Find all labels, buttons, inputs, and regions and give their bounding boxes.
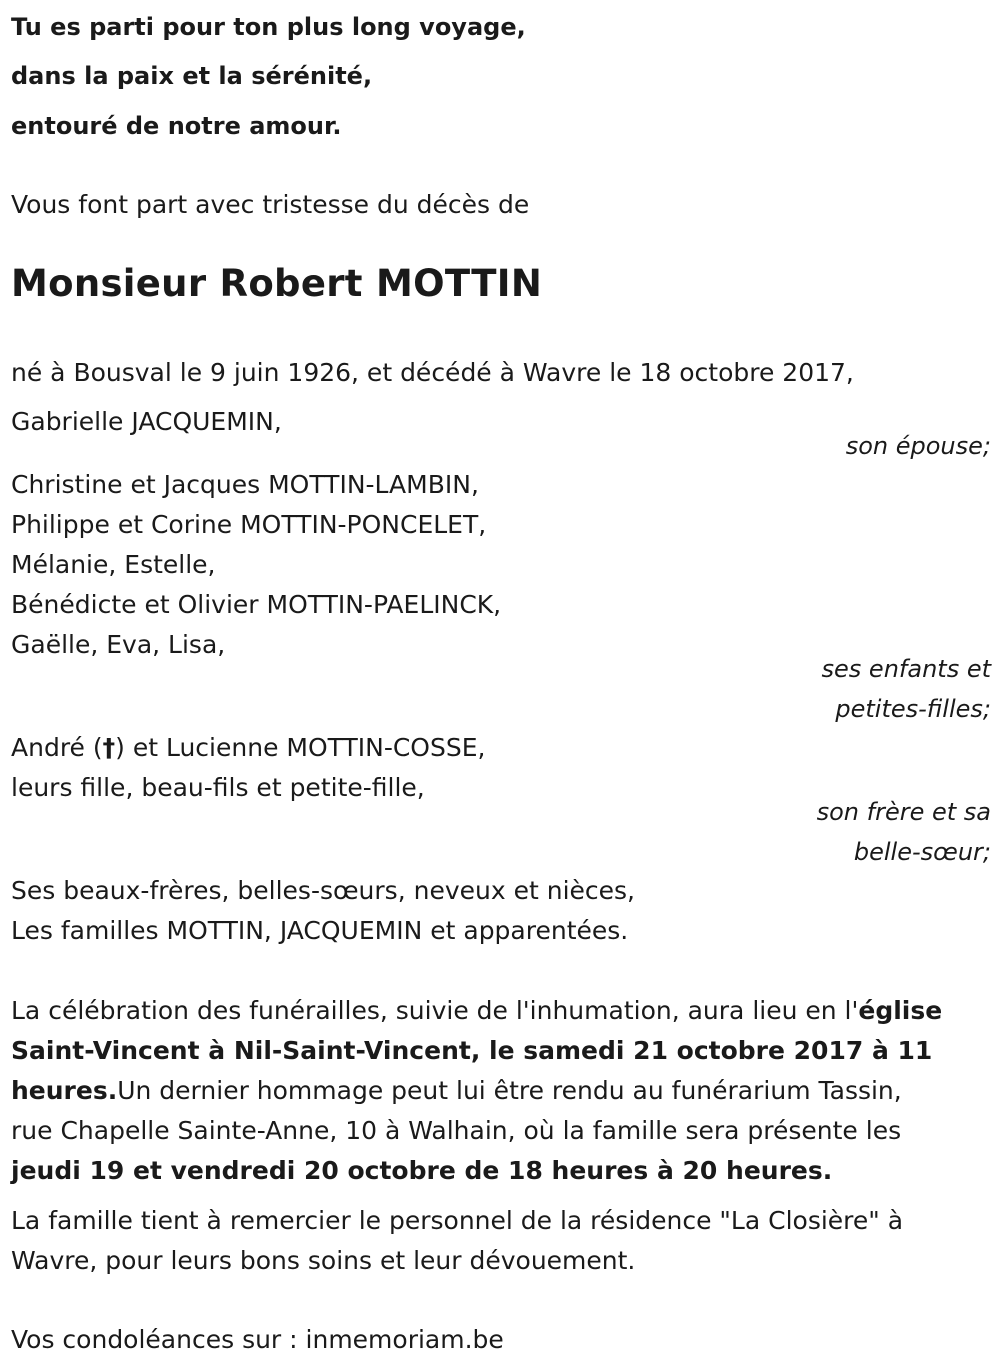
sibling-line-2: leurs fille, beau-fils et petite-fille,	[11, 773, 425, 802]
children-line-5: Gaëlle, Eva, Lisa,	[11, 630, 226, 659]
spouse-name: Gabrielle JACQUEMIN,	[11, 407, 282, 436]
ceremony-line-5	[11, 1156, 832, 1186]
spouse-relation: son épouse;	[845, 432, 991, 460]
ceremony-line-3-text: Un dernier hommage peut lui être rendu au funérarium Tassin,	[117, 1076, 902, 1105]
sibling-line-1	[11, 733, 485, 763]
family-line-2: Les familles MOTTIN, JACQUEMIN et apparentées.	[11, 916, 629, 945]
poem-line-3: entouré de notre amour.	[11, 112, 342, 140]
family-line-1: Ses beaux-frères, belles-sœurs, neveux et nièces,	[11, 876, 635, 905]
poem-line-2: dans la paix et la sérénité,	[11, 62, 373, 90]
children-line-4: Bénédicte et Olivier MOTTIN-PAELINCK,	[11, 590, 502, 619]
deceased-name: Monsieur Robert MOTTIN	[11, 262, 543, 305]
children-line-3: Mélanie, Estelle,	[11, 550, 216, 579]
birth-death-line: né à Bousval le 9 juin 1926, et décédé à Wavre le 18 octobre 2017,	[11, 358, 854, 387]
ceremony-line-2-bold: Saint-Vincent à Nil-Saint-Vincent, le samedi 21 octobre 2017 à 11	[11, 1036, 933, 1065]
sibling-relation-1: son frère et sa	[816, 798, 991, 826]
thanks-line-2: Wavre, pour leurs bons soins et leur dévouement.	[11, 1246, 636, 1275]
ceremony-line-5-bold: jeudi 19 et vendredi 20 octobre de 18 heures à 20 heures.	[11, 1156, 833, 1185]
ceremony-line-3-bold: heures.	[11, 1076, 118, 1105]
ceremony-line-3	[11, 1076, 902, 1106]
ceremony-line-1	[11, 996, 942, 1026]
cross-icon: †	[102, 733, 116, 762]
ceremony-line-4: rue Chapelle Sainte-Anne, 10 à Walhain, où la famille sera présente les	[11, 1116, 902, 1145]
children-line-1: Christine et Jacques MOTTIN-LAMBIN,	[11, 470, 479, 499]
children-line-2: Philippe et Corine MOTTIN-PONCELET,	[11, 510, 487, 539]
ceremony-line-2	[11, 1036, 932, 1066]
children-relation-1: ses enfants et	[821, 655, 991, 683]
poem-line-1: Tu es parti pour ton plus long voyage,	[11, 13, 526, 41]
children-relation-2: petites-filles;	[835, 695, 991, 723]
thanks-line-1: La famille tient à remercier le personnel de la résidence "La Closière" à	[11, 1206, 904, 1235]
ceremony-line-1-bold: église	[858, 996, 943, 1025]
condolences-line: Vos condoléances sur : inmemoriam.be	[11, 1325, 504, 1354]
sibling-line-1-before: André (	[11, 733, 103, 762]
intro-text: Vous font part avec tristesse du décès de	[11, 190, 530, 219]
sibling-line-1-after: ) et Lucienne MOTTIN-COSSE,	[115, 733, 486, 762]
sibling-relation-2: belle-sœur;	[853, 838, 991, 866]
ceremony-line-1-text: La célébration des funérailles, suivie de l'inhumation, aura lieu en l'	[11, 996, 859, 1025]
